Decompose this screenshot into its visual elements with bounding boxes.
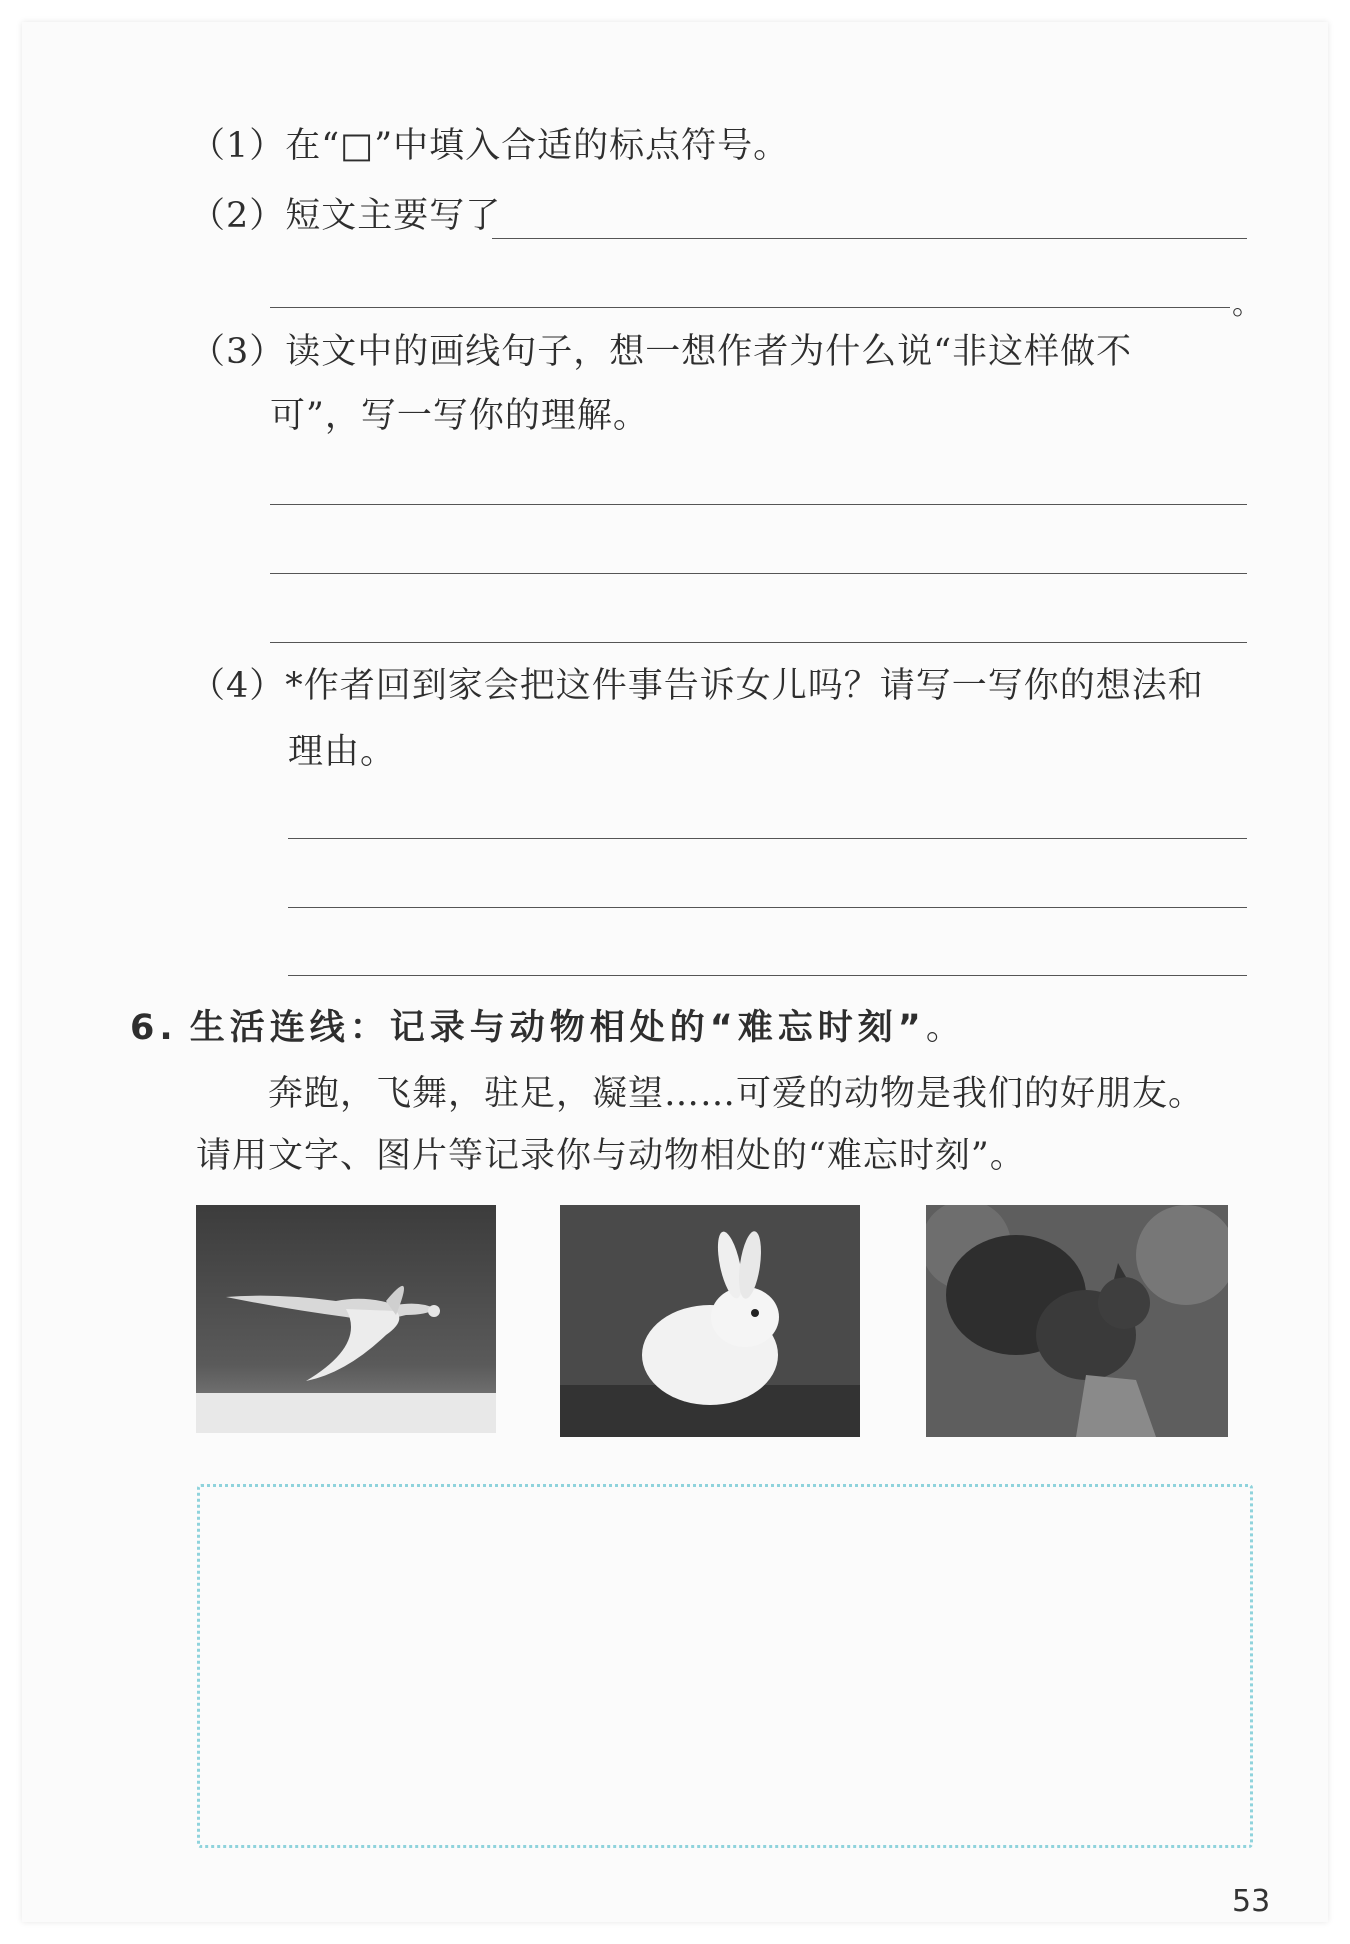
drawing-area[interactable] [197,1484,1253,1848]
question-2 [190,194,501,238]
swan-photo [196,1205,496,1433]
section-6-title-period: 。 [925,1008,962,1048]
question-3-text: 读文中的画线句子，想一想作者为什么说“非这样做不 [285,332,1133,372]
workbook-page [22,22,1328,1922]
section-6-title: 生活连线：记录与动物相处的“难忘时刻” [189,1008,926,1048]
answer-line[interactable] [492,238,1247,239]
answer-line[interactable] [270,504,1247,505]
section-6-paragraph-line-2: 请用文字、图片等记录你与动物相处的“难忘时刻”。 [196,1136,1026,1176]
question-2-number: （2） [190,196,286,236]
answer-line[interactable] [270,573,1247,574]
answer-line[interactable] [270,642,1247,643]
section-6-heading [130,1006,962,1050]
question-4-line-1 [190,664,1204,708]
squirrel-photo [926,1205,1228,1437]
question-1-number: （1） [190,126,286,166]
section-6-paragraph-line-1: 奔跑，飞舞，驻足，凝望……可爱的动物是我们的好朋友。 [268,1074,1205,1114]
question-3-line-2: 可”，写一写你的理解。 [270,396,649,436]
answer-line[interactable] [270,307,1230,308]
answer-line[interactable] [288,975,1247,976]
question-1 [190,124,789,168]
answer-line[interactable] [288,838,1247,839]
question-3-line-1 [190,330,1132,374]
question-2-text: 短文主要写了 [285,196,502,236]
section-6-number: 6. [130,1008,178,1048]
rabbit-photo [560,1205,860,1437]
answer-line[interactable] [288,907,1247,908]
question-2-period: 。 [1232,287,1262,322]
question-4-number: （4）* [190,666,304,706]
question-4-line-2: 理由。 [288,732,397,772]
question-1-text: 在“□”中填入合适的标点符号。 [285,126,790,166]
question-4-text: 作者回到家会把这件事告诉女儿吗？请写一写你的想法和 [303,666,1204,706]
page-number: 53 [1232,1884,1271,1919]
question-3-number: （3） [190,332,286,372]
